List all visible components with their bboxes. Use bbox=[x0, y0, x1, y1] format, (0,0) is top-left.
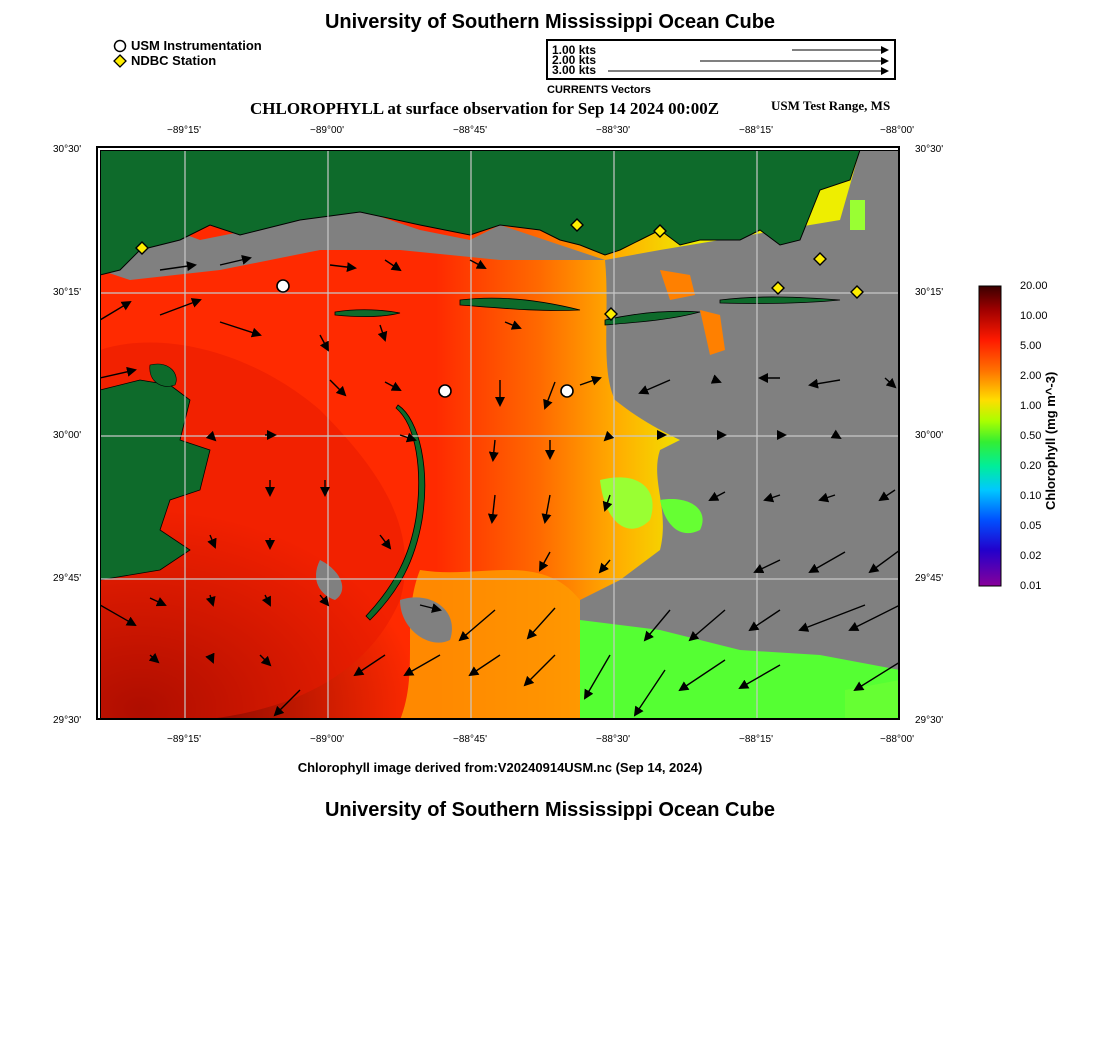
usm-station-1[interactable] bbox=[277, 280, 289, 292]
colorbar-label-2: 10.00 bbox=[1020, 310, 1048, 322]
legend-usm bbox=[113, 38, 262, 53]
lon-label-top-2: −89°00' bbox=[310, 125, 344, 136]
lon-label-top-1: −89°15' bbox=[167, 125, 201, 136]
low-chlorophyll-patch-4 bbox=[850, 200, 865, 230]
footer-title: University of Southern Mississippi Ocean Cube bbox=[324, 799, 776, 821]
lon-label-bottom-3: −88°45' bbox=[453, 734, 487, 745]
map-subtitle: CHLOROPHYLL at surface observation for Sep 14 2024 00:00Z bbox=[250, 99, 720, 118]
currents-caption: CURRENTS Vectors bbox=[547, 84, 651, 96]
colorbar bbox=[978, 285, 1002, 587]
colorbar-label-6: 0.50 bbox=[1020, 430, 1042, 442]
legend-ndbc bbox=[113, 53, 216, 68]
colorbar-label-9: 0.05 bbox=[1020, 520, 1042, 532]
lat-label-right-2: 30°15' bbox=[915, 287, 944, 298]
lat-label-left-1: 30°30' bbox=[53, 144, 82, 155]
lon-label-top-6: −88°00' bbox=[880, 125, 914, 136]
legend-usm-label: USM Instrumentation bbox=[131, 38, 262, 53]
lat-label-right-3: 30°00' bbox=[915, 430, 944, 441]
lon-label-bottom-6: −88°00' bbox=[880, 734, 914, 745]
colorbar-label-3: 5.00 bbox=[1020, 340, 1042, 352]
usm-station-2[interactable] bbox=[439, 385, 451, 397]
range-label: USM Test Range, MS bbox=[771, 98, 891, 113]
usm-circle-icon bbox=[113, 39, 127, 53]
page-title: University of Southern Mississippi Ocean Cube bbox=[324, 11, 776, 33]
lon-label-bottom-2: −89°00' bbox=[310, 734, 344, 745]
lat-label-right-4: 29°45' bbox=[915, 573, 944, 584]
lon-label-bottom-5: −88°15' bbox=[739, 734, 773, 745]
lat-label-left-5: 29°30' bbox=[53, 715, 82, 726]
vector-label-3: 3.00 kts bbox=[552, 63, 597, 77]
vector-label-2: 2.00 kts bbox=[552, 53, 597, 67]
colorbar-label-11: 0.01 bbox=[1020, 580, 1042, 592]
lat-label-right-5: 29°30' bbox=[915, 715, 944, 726]
legend-ndbc-label: NDBC Station bbox=[131, 53, 217, 68]
lat-label-right-1: 30°30' bbox=[915, 144, 944, 155]
lon-label-top-5: −88°15' bbox=[739, 125, 773, 136]
currents-scale-box bbox=[546, 39, 896, 80]
lon-label-top-4: −88°30' bbox=[596, 125, 630, 136]
vector-label-1: 1.00 kts bbox=[552, 43, 597, 57]
colorbar-label-5: 1.00 bbox=[1020, 400, 1042, 412]
lon-label-top-3: −88°45' bbox=[453, 125, 487, 136]
ndbc-diamond-icon bbox=[113, 54, 127, 68]
source-caption: Chlorophyll image derived from:V20240914USM.nc (Sep 14, 2024) bbox=[297, 760, 703, 775]
chlorophyll-map bbox=[100, 150, 900, 720]
usm-station-3[interactable] bbox=[561, 385, 573, 397]
colorbar-label-8: 0.10 bbox=[1020, 490, 1042, 502]
colorbar-label-1: 20.00 bbox=[1020, 280, 1048, 292]
lon-label-bottom-4: −88°30' bbox=[596, 734, 630, 745]
colorbar-label-4: 2.00 bbox=[1020, 370, 1042, 382]
lat-label-left-3: 30°00' bbox=[53, 430, 82, 441]
colorbar-title: Chlorophyll (mg m^-3) bbox=[1043, 371, 1058, 510]
colorbar-label-10: 0.02 bbox=[1020, 550, 1042, 562]
lat-label-left-4: 29°45' bbox=[53, 573, 82, 584]
lat-label-left-2: 30°15' bbox=[53, 287, 82, 298]
lon-label-bottom-1: −89°15' bbox=[167, 734, 201, 745]
vector-scale-arrows bbox=[548, 41, 894, 78]
colorbar-label-7: 0.20 bbox=[1020, 460, 1042, 472]
